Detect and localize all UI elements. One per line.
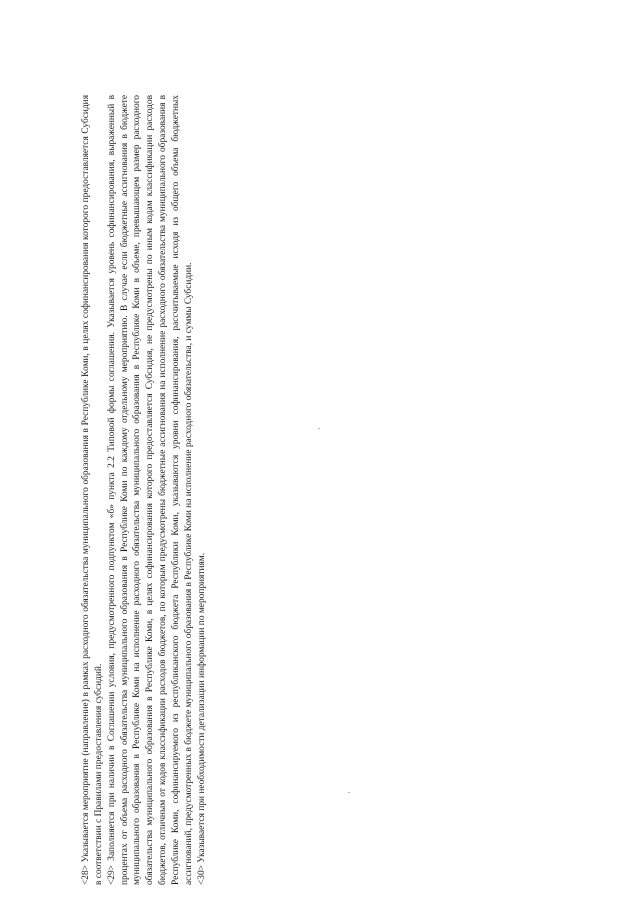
footnote-29-text: Заполняется при наличии в Соглашении условия, предусмотренного подпунктом «б» пункта 2.2 Типовой формы соглашения. Указывается уровень софинансирования, выраженный в процентах от объема расходного обязательства муниципального образования в Республике Коми по каждому отдельному мероприятию. В случае если бюджетные ассигнования в бюджете муниципального образования в Республике Коми на исполнение расходного обязательства муниципального образования в Республике Коми в объеме, превышающем размер расходного обязательства муниципального образования в Республике Коми, в целях софинансирования которого предоставляется Субсидия, не предусмотрены по иным кодам классификации расходов бюджетов, отличным от кодов классификации расходов бюджетов, по которым предусмотрены бюджетные ассигнования на исполнение расходного обязательства муниципального образования в Республике Коми, софинансируемого из республиканского бюджета Республики Коми, указываются уровни софинансирования, рассчитываемые исходя из общего объема бюджетных ассигнований, предусмотренных в бюджете муниципального образования в Республике Коми на исполнение расходного обязательства, и суммы Субсидии. bbox=[106, 95, 194, 885]
footnote-30-marker: <30> bbox=[196, 865, 207, 885]
footnote-30-text: Указывается при необходимости детализации информации по мероприятиям. bbox=[196, 552, 207, 863]
scan-speck bbox=[348, 792, 350, 793]
footnote-30 bbox=[196, 95, 209, 885]
footnote-28-marker: <28> bbox=[81, 865, 91, 885]
footnote-29 bbox=[106, 95, 196, 885]
footnote-28 bbox=[80, 95, 106, 885]
footnote-29-marker: <29> bbox=[106, 865, 117, 885]
footnotes-block bbox=[80, 95, 210, 885]
footnote-28-text: Указывается мероприятие (направление) в рамках расходного обязательства муниципального образования в Республике Коми, в целях софинансирования которого предоставляется Субсидия в соответствии с Правилами предоставления субсидий. bbox=[81, 94, 104, 885]
scan-speck bbox=[318, 428, 320, 429]
